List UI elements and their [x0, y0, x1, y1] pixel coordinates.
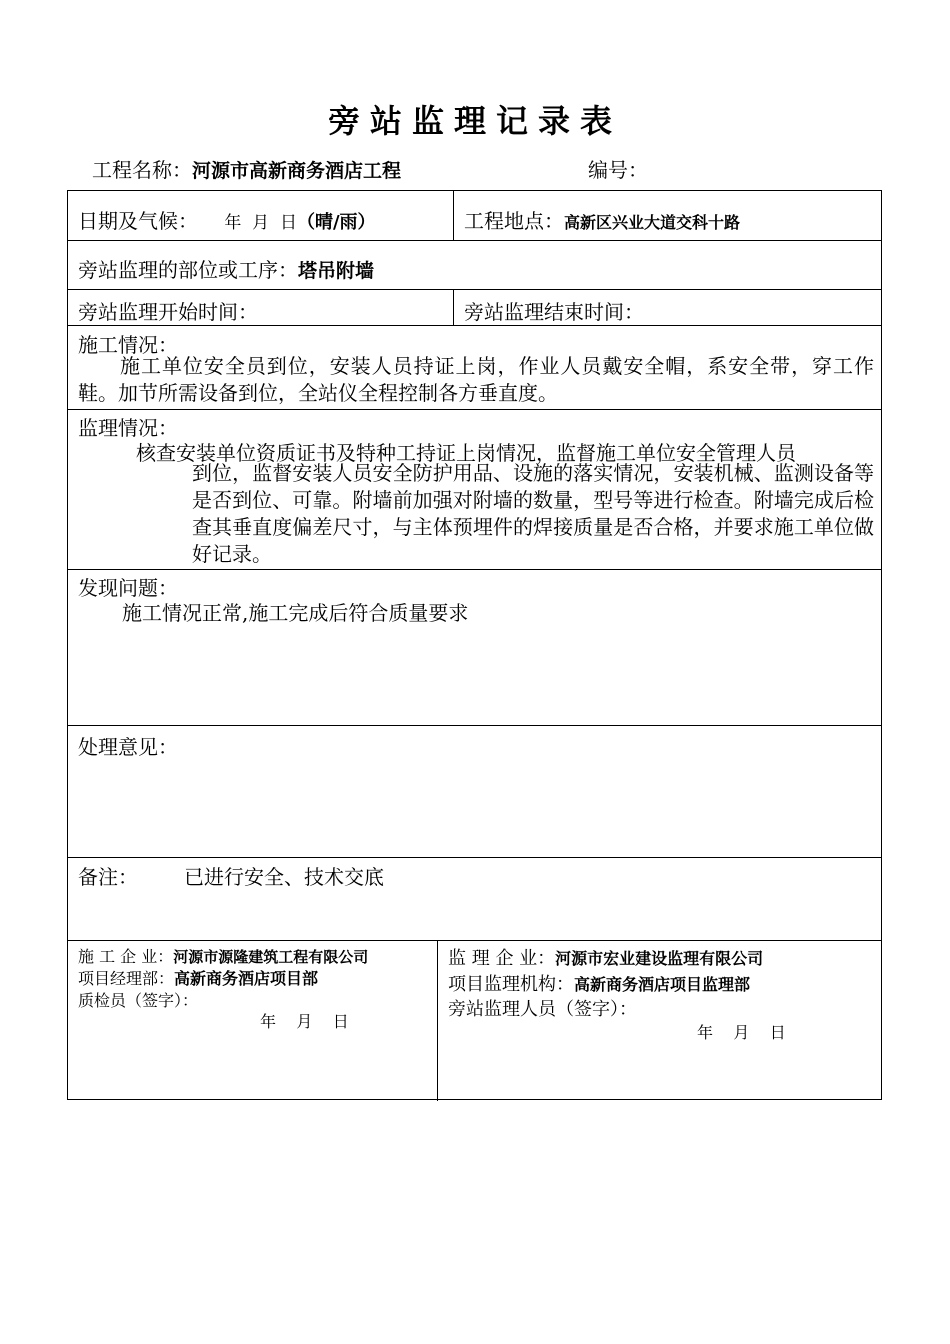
construction-text: 施工单位安全员到位，安装人员持证上岗，作业人员戴安全帽，系安全带，穿工作鞋。加节所需设备到位，全站仪全程控制各方垂直度。 [78, 354, 874, 405]
supervision-org-line [448, 970, 750, 996]
start-time-label: 旁站监理开始时间： [78, 300, 258, 324]
record-table [67, 190, 882, 1100]
project-name-value: 河源市高新商务酒店工程 [192, 160, 402, 182]
supervision-org-value: 高新商务酒店项目监理部 [574, 975, 751, 994]
project-dept-line [78, 966, 318, 989]
location-value: 高新区兴业大道交科十路 [564, 213, 741, 232]
date-weather-cell [78, 205, 376, 234]
remarks-text: 已进行安全、技术交底 [184, 865, 384, 889]
location-cell [464, 205, 740, 234]
supervision-company-label: 监 理 企 业： [448, 948, 556, 969]
row-divider [68, 325, 881, 326]
project-name-line [92, 154, 401, 183]
column-divider [453, 191, 454, 240]
record-number-label: 编号： [588, 158, 648, 182]
supervisor-signature-label: 旁站监理人员（签字）： [448, 999, 637, 1020]
problems-text: 施工情况正常,施工完成后符合质量要求 [122, 601, 469, 625]
column-divider [453, 289, 454, 325]
project-dept-value: 高新商务酒店项目部 [174, 969, 319, 988]
row-divider [68, 725, 881, 726]
supervision-text: 到位，监督安装人员安全防护用品、设施的落实情况，安装机械、监测设备等是否到位、可靠。附墙前加强对附墙的数量，型号等进行检查。附墙完成后检查其垂直度偏差尺寸，与主体预埋件的焊接质量是否合格，并要求施工单位做好记录。 [192, 461, 874, 566]
remarks-label: 备注： [78, 865, 138, 889]
page-title: 旁站监理记录表 [327, 102, 622, 140]
handling-label: 处理意见： [78, 735, 178, 759]
row-divider [68, 409, 881, 410]
construction-company-value: 河源市源隆建筑工程有限公司 [173, 948, 369, 966]
part-label: 旁站监理的部位或工序： [78, 258, 298, 282]
row-divider [68, 240, 881, 241]
construction-company-line [78, 944, 368, 967]
date-weather-label: 日期及气候： [78, 209, 198, 233]
row-divider [68, 289, 881, 290]
project-dept-label: 项目经理部： [78, 969, 175, 988]
construction-label: 施工情况： [78, 333, 178, 357]
right-date-blank: 年 月 日 [697, 1023, 786, 1042]
end-time-label: 旁站监理结束时间： [464, 300, 644, 324]
supervision-label: 监理情况： [78, 416, 178, 440]
column-divider [437, 940, 438, 1101]
weather-value: （晴/雨） [296, 212, 376, 233]
row-divider [68, 940, 881, 941]
part-cell [78, 254, 374, 283]
part-value: 塔吊附墙 [298, 260, 375, 282]
construction-company-label: 施 工 企 业： [78, 947, 174, 966]
row-divider [68, 569, 881, 570]
project-name-label: 工程名称： [92, 158, 192, 182]
supervision-line1: 核查安装单位资质证书及特种工持证上岗情况，监督施工单位安全管理人员 [136, 441, 796, 465]
inspector-signature-label: 质检员（签字）： [78, 991, 199, 1010]
supervision-company-value: 河源市宏业建设监理有限公司 [555, 949, 764, 968]
date-blank: 年 月 日 [224, 213, 297, 233]
left-date-blank: 年 月 日 [260, 1012, 349, 1031]
problems-label: 发现问题： [78, 576, 178, 600]
supervision-org-label: 项目监理机构： [448, 974, 574, 995]
supervision-company-line [448, 944, 763, 970]
row-divider [68, 857, 881, 858]
location-label: 工程地点： [464, 209, 564, 233]
